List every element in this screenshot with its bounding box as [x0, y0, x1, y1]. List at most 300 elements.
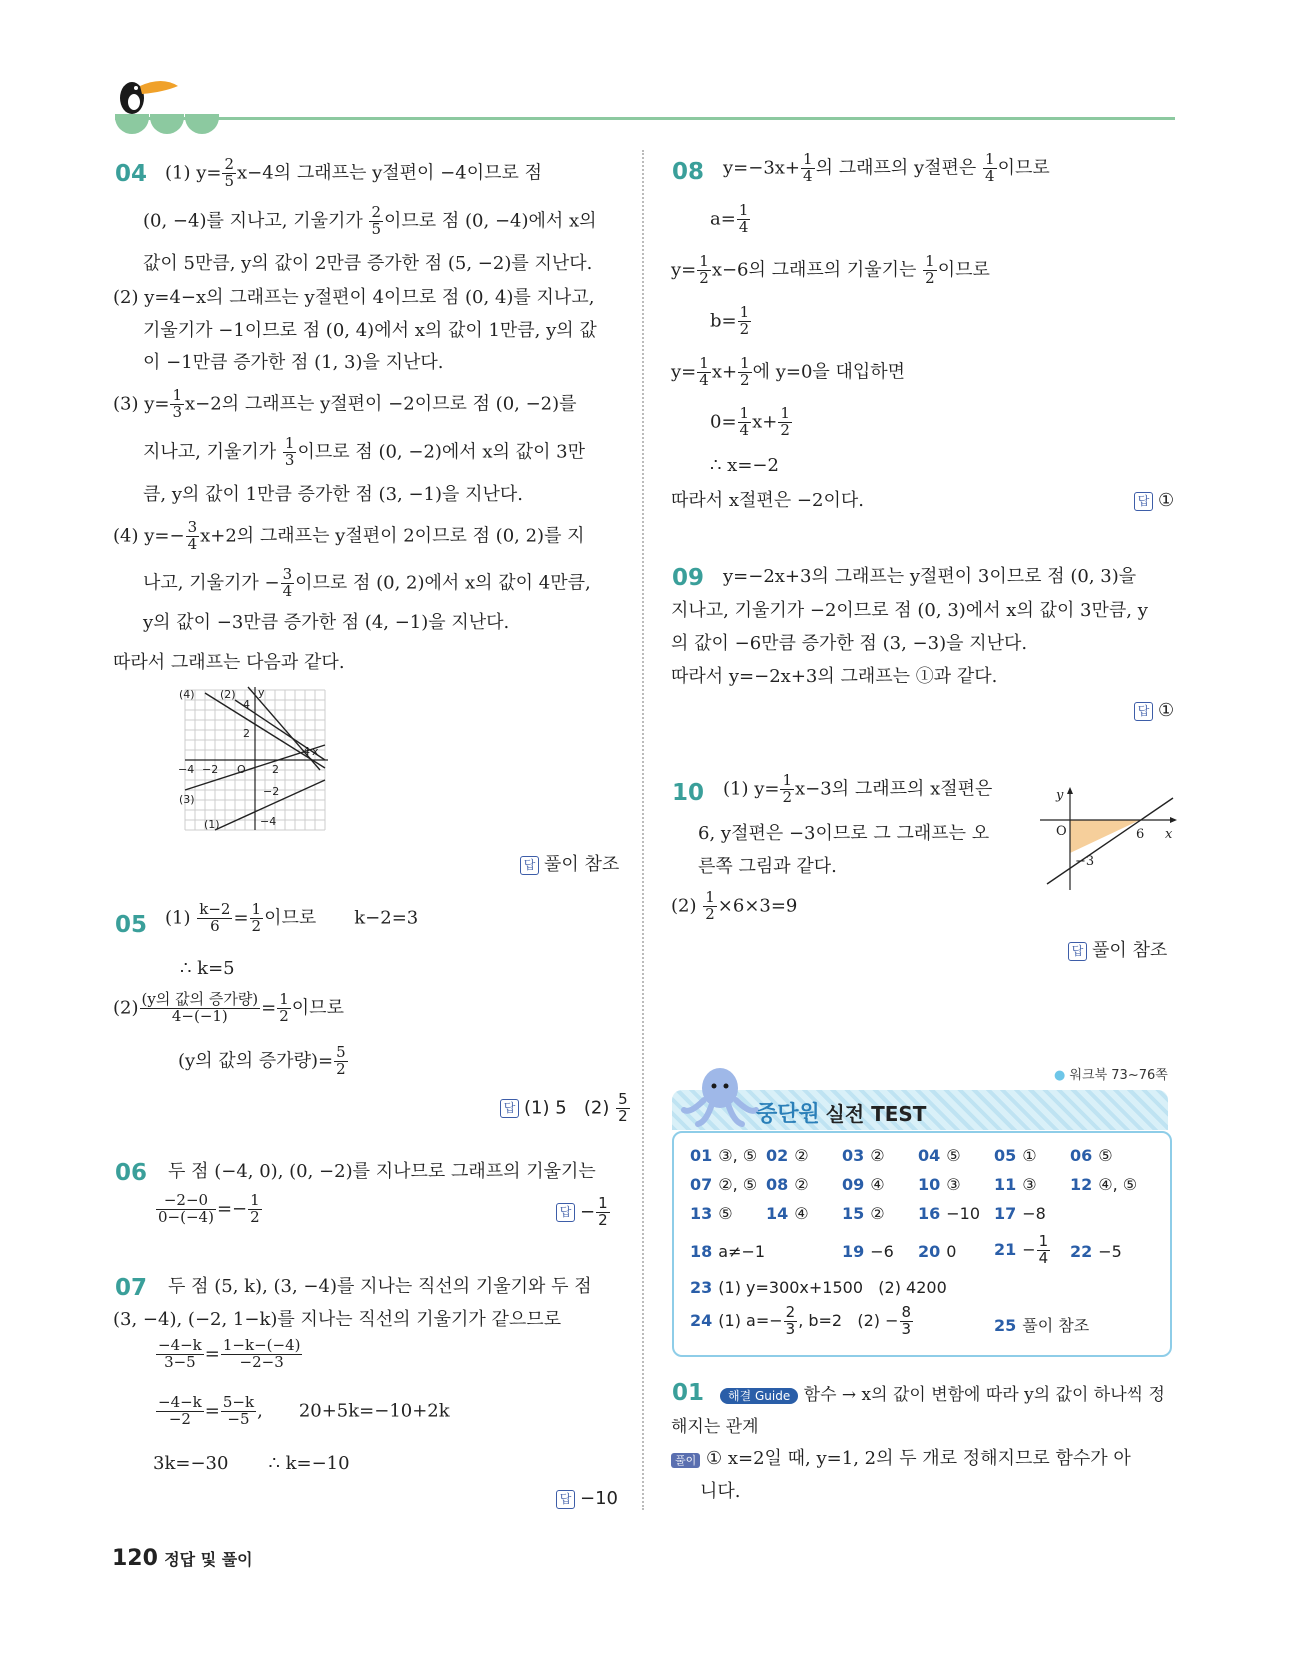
graph-label: x — [1165, 827, 1173, 842]
text-line: 큼, y의 값이 1만큼 증가한 점 (3, −1)을 지난다. — [143, 484, 524, 505]
fraction — [250, 902, 264, 935]
numerator: 5 — [336, 1043, 346, 1061]
numerator: 1 — [699, 354, 709, 372]
test-item — [918, 1204, 980, 1223]
test-item — [918, 1175, 961, 1194]
text-line — [671, 890, 797, 923]
denominator: −2 — [168, 1409, 191, 1428]
numerator: 1 — [803, 150, 813, 168]
item-answer: ②, ⑤ — [718, 1175, 758, 1194]
column-divider — [642, 150, 644, 1510]
fraction — [1037, 1234, 1051, 1267]
numerator: (y의 값의 증가량) — [141, 990, 259, 1008]
denominator: 5 — [224, 171, 235, 190]
text-line — [143, 205, 597, 238]
text-line — [710, 406, 793, 439]
text: a= — [710, 208, 736, 230]
toucan-icon — [112, 68, 182, 120]
fraction — [222, 157, 236, 190]
item-answer: ② — [794, 1146, 809, 1165]
item-answer: ⑤ — [718, 1204, 733, 1223]
numerator: 1 — [705, 888, 715, 906]
text: (2) — [671, 895, 697, 917]
denominator: 2 — [925, 268, 935, 287]
item-number: 15 — [842, 1204, 865, 1223]
fraction — [780, 773, 794, 806]
denominator: 6 — [210, 916, 220, 935]
test-item — [1070, 1146, 1113, 1165]
text: ×6×3=9 — [717, 895, 798, 917]
graph-label: 2 — [272, 763, 279, 776]
fraction — [140, 992, 261, 1025]
test-item — [994, 1234, 1051, 1267]
text-line: y의 값이 −3만큼 증가한 점 (4, −1)을 지난다. — [143, 612, 510, 633]
graph-label: −2 — [263, 785, 280, 798]
test-item — [690, 1146, 757, 1165]
graph-label: (1) — [204, 818, 220, 831]
item-number: 17 — [994, 1204, 1017, 1223]
problem-number: 09 — [672, 565, 705, 591]
graph-label: (3) — [179, 793, 195, 806]
text: 나고, 기울기가 − — [143, 572, 280, 594]
bullet: ● — [1054, 1068, 1066, 1083]
footer-title: 정답 및 풀이 — [164, 1550, 253, 1569]
test-item — [690, 1204, 733, 1223]
text: x−4의 그래프는 y절편이 −4이므로 점 — [237, 162, 542, 184]
header-rule — [115, 117, 1175, 120]
item-answer: (2) 4200 — [878, 1278, 947, 1297]
answer-icon: 답 — [1134, 492, 1153, 511]
fraction — [197, 902, 232, 935]
header-wave — [185, 114, 219, 134]
text-line: (3, −4), (−2, 1−k)를 지나는 직선의 기울기가 같으므로 — [113, 1309, 562, 1330]
text: (1) y= — [165, 162, 222, 184]
test-item — [1070, 1175, 1137, 1194]
problem-number: 04 — [115, 161, 148, 187]
test-heading — [756, 1097, 926, 1128]
graph-label: y — [258, 686, 265, 699]
text: x+2의 그래프는 y절편이 2이므로 점 (0, 2)를 지 — [200, 525, 585, 547]
item-number: 25 — [994, 1316, 1017, 1335]
text: x−3의 그래프의 x절편은 — [795, 778, 993, 800]
item-answer: ⑤ — [1098, 1146, 1113, 1165]
numerator: 1 — [740, 354, 750, 372]
item-answer: ④ — [794, 1204, 809, 1223]
numerator: 1−k−(−4) — [222, 1336, 301, 1354]
numerator: 1 — [739, 303, 750, 321]
answer-04 — [520, 850, 619, 876]
item-answer: ③ — [946, 1175, 961, 1194]
fraction — [283, 436, 297, 469]
text: (1) y= — [723, 778, 780, 800]
numerator: 1 — [739, 404, 750, 422]
problem-number: 08 — [672, 159, 705, 185]
test-item — [842, 1146, 885, 1165]
text-line — [153, 1453, 350, 1475]
text-line — [165, 157, 542, 190]
item-number: 16 — [918, 1204, 941, 1223]
fraction — [738, 406, 752, 439]
page-number: 120 — [112, 1546, 158, 1571]
answer-text: −10 — [580, 1488, 618, 1509]
item-number: 12 — [1070, 1175, 1093, 1194]
fraction — [737, 203, 751, 236]
item-answer: ④, ⑤ — [1098, 1175, 1138, 1194]
denominator: 2 — [618, 1106, 628, 1125]
item-answer: (1) a=− — [718, 1310, 783, 1330]
fraction — [186, 520, 200, 553]
denominator: 4 — [282, 581, 293, 600]
denominator: 2 — [782, 787, 793, 806]
item-number: 10 — [918, 1175, 941, 1194]
graph-label: 2 — [243, 727, 250, 740]
text-line: 두 점 (5, k), (3, −4)를 지나는 직선의 기울기와 두 점 — [168, 1276, 592, 1297]
text: 이므로 — [937, 259, 990, 281]
item-answer: 풀이 참조 — [1022, 1316, 1090, 1335]
text-line: 두 점 (−4, 0), (0, −2)를 지나므로 그래프의 기울기는 — [168, 1161, 596, 1182]
test-item — [766, 1175, 809, 1194]
text: 함수 → x의 값이 변함에 따라 y의 값이 하나씩 정 — [803, 1385, 1165, 1405]
text: (4) y=− — [113, 525, 185, 547]
item-number: 01 — [690, 1146, 713, 1165]
text: 에 y=0을 대입하면 — [752, 361, 906, 383]
problem-number: 07 — [115, 1275, 148, 1301]
item-answer: ② — [870, 1146, 885, 1165]
test-item — [918, 1146, 961, 1165]
text: = — [204, 1343, 220, 1365]
numerator: −4−k — [158, 1393, 202, 1411]
test-item — [994, 1313, 1089, 1336]
text-line — [143, 436, 585, 469]
item-answer: , b=2 — [798, 1310, 843, 1330]
solution-badge: 풀이 — [671, 1453, 700, 1468]
text: y=−3x+ — [723, 157, 801, 179]
answer-text: ① — [1158, 490, 1175, 511]
test-item — [690, 1278, 947, 1297]
denominator: 2 — [740, 370, 750, 389]
item-answer: ④ — [870, 1175, 885, 1194]
item-answer: − — [1022, 1239, 1036, 1259]
fraction — [248, 1193, 262, 1226]
graph-label: −4 — [178, 763, 195, 776]
guide-badge: 해결 Guide — [720, 1388, 798, 1404]
numerator: 2 — [785, 1303, 796, 1321]
text-line: 해지는 관계 — [671, 1417, 759, 1437]
fraction — [923, 254, 937, 287]
denominator: 3 — [172, 402, 183, 421]
denominator: 2 — [279, 1006, 289, 1025]
text-line — [155, 1193, 263, 1226]
text: y= — [671, 361, 697, 383]
item-answer: −6 — [870, 1242, 894, 1261]
numerator: 8 — [901, 1303, 912, 1321]
text-line — [155, 1338, 303, 1371]
denominator: 4 — [738, 217, 749, 236]
problem-number: 10 — [672, 780, 705, 806]
fraction — [369, 205, 383, 238]
fraction — [156, 1395, 204, 1428]
graph-label: 4 — [303, 745, 310, 758]
problem-number: 01 — [672, 1380, 705, 1406]
item-number: 04 — [918, 1146, 941, 1165]
fraction — [900, 1305, 914, 1338]
text-line — [143, 567, 591, 600]
text-line: 니다. — [700, 1481, 741, 1502]
text: ① x=2일 때, y=1, 2의 두 개로 정해지므로 함수가 아 — [706, 1448, 1131, 1469]
text: (0, −4)를 지나고, 기울기가 — [143, 210, 363, 232]
answer-icon: 답 — [1134, 702, 1153, 721]
fraction — [156, 1193, 216, 1226]
numerator: 1 — [738, 201, 749, 219]
test-title: 중단원 — [756, 1102, 820, 1127]
answer-text: − — [580, 1201, 596, 1223]
item-number: 11 — [994, 1175, 1017, 1194]
octopus-icon — [680, 1062, 760, 1132]
text-line — [710, 203, 751, 236]
text-line — [723, 773, 992, 806]
numerator: 1 — [279, 990, 289, 1008]
answer-06 — [556, 1196, 611, 1229]
numerator: 1 — [598, 1194, 608, 1212]
text: (y의 값의 증가량)= — [178, 1050, 334, 1072]
test-item — [690, 1242, 765, 1261]
text-line — [178, 1045, 349, 1078]
item-answer: −5 — [1098, 1242, 1122, 1261]
text: =− — [216, 1198, 248, 1220]
text: (1) — [165, 907, 191, 929]
item-answer: ① — [1022, 1146, 1037, 1165]
denominator: 2 — [251, 916, 262, 935]
text-line — [720, 1385, 1165, 1405]
item-answer: a≠−1 — [718, 1242, 766, 1261]
graph-label: (2) — [220, 688, 236, 701]
fraction — [281, 567, 295, 600]
item-answer: (2) − — [857, 1310, 899, 1330]
numerator: −2−0 — [156, 1193, 216, 1210]
fraction — [703, 890, 717, 923]
fraction — [156, 1338, 204, 1371]
item-answer: ⑤ — [946, 1146, 961, 1165]
text: b= — [710, 310, 737, 332]
graph-label: 6 — [1136, 827, 1145, 842]
text: 이므로 점 (0, −4)에서 x의 — [384, 210, 597, 232]
denominator: 4 — [1038, 1248, 1049, 1267]
text: x−2의 그래프는 y절편이 −2이므로 점 (0, −2)를 — [185, 393, 577, 415]
graph-label: 4 — [243, 698, 250, 711]
denominator: 4 — [699, 370, 709, 389]
item-number: 24 — [690, 1310, 713, 1330]
text-line: 6, y절편은 −3이므로 그 그래프는 오 — [698, 823, 990, 844]
denominator: 3 — [901, 1319, 912, 1338]
text-line: 따라서 그래프는 다음과 같다. — [113, 652, 345, 673]
denominator: 2 — [250, 1207, 260, 1226]
answer-icon: 답 — [520, 856, 539, 875]
answer-text: ① — [1158, 700, 1175, 721]
denominator: 0−(−4) — [158, 1207, 214, 1226]
text-line — [710, 305, 752, 338]
graph-label: y — [1056, 788, 1064, 803]
answer-icon: 답 — [500, 1099, 519, 1118]
answer-text: (2) — [583, 1097, 610, 1119]
text-line: 따라서 x절편은 −2이다. — [671, 490, 864, 511]
text-line: 른쪽 그림과 같다. — [698, 856, 837, 877]
item-number: 09 — [842, 1175, 865, 1194]
fraction — [334, 1045, 348, 1078]
text: (2) — [113, 997, 139, 1019]
graph-label: x — [312, 745, 319, 758]
numerator: 2 — [224, 155, 235, 173]
test-item — [766, 1146, 809, 1165]
answer-09 — [1134, 700, 1174, 721]
numerator: 1 — [782, 771, 793, 789]
fraction — [801, 152, 815, 185]
denominator: 2 — [699, 268, 709, 287]
text: 의 그래프의 y절편은 — [815, 157, 977, 179]
text-line — [155, 1395, 450, 1428]
answer-text: 풀이 참조 — [1092, 940, 1168, 961]
test-item — [994, 1175, 1037, 1194]
text: 이므로 점 (0, −2)에서 x의 값이 3만 — [297, 441, 586, 463]
text: (3) y= — [113, 393, 170, 415]
test-item — [994, 1204, 1046, 1223]
item-number: 13 — [690, 1204, 713, 1223]
test-item — [842, 1204, 885, 1223]
item-number: 05 — [994, 1146, 1017, 1165]
text: x+ — [711, 361, 738, 383]
text-line: 지나고, 기울기가 −2이므로 점 (0, 3)에서 x의 값이 3만큼, y — [671, 600, 1148, 621]
fraction — [983, 152, 997, 185]
text: = — [204, 1400, 220, 1422]
denominator: 2 — [336, 1059, 346, 1078]
item-number: 14 — [766, 1204, 789, 1223]
fraction — [738, 305, 752, 338]
test-item — [690, 1175, 757, 1194]
item-answer: −8 — [1022, 1204, 1046, 1223]
text-line — [723, 152, 1050, 185]
item-answer: −10 — [946, 1204, 981, 1223]
text-line: 의 값이 −6만큼 증가한 점 (3, −3)을 지난다. — [671, 633, 1028, 654]
text-line — [671, 254, 990, 287]
text: 이므로 — [264, 907, 317, 929]
graph-04 — [180, 685, 330, 835]
denominator: 3 — [284, 450, 295, 469]
text: 이므로 — [997, 157, 1050, 179]
denominator: −2−3 — [239, 1352, 284, 1371]
numerator: 1 — [925, 252, 935, 270]
fraction — [697, 356, 711, 389]
text: 지나고, 기울기가 — [143, 441, 277, 463]
fraction — [170, 388, 184, 421]
test-subtitle: 실전 TEST — [825, 1102, 927, 1126]
test-item — [1070, 1242, 1122, 1261]
text-line — [165, 902, 418, 935]
fraction — [596, 1196, 610, 1229]
workbook-reference — [1054, 1064, 1168, 1083]
fraction — [277, 992, 291, 1025]
test-item — [842, 1175, 885, 1194]
text-line: 기울기가 −1이므로 점 (0, 4)에서 x의 값이 1만큼, y의 값 — [143, 320, 597, 341]
graph-10 — [1035, 785, 1180, 895]
text: x+ — [752, 411, 778, 433]
text-line: ∴ x=−2 — [710, 455, 779, 476]
denominator: 4 — [803, 166, 813, 185]
graph-label: −2 — [202, 763, 219, 776]
numerator: 1 — [251, 900, 262, 918]
answer-icon: 답 — [556, 1490, 575, 1509]
answer-07 — [556, 1488, 618, 1509]
text-line: 이 −1만큼 증가한 점 (1, 3)을 지난다. — [143, 352, 444, 373]
test-item — [766, 1204, 809, 1223]
test-item — [994, 1146, 1037, 1165]
text-line: 값이 5만큼, y의 값이 2만큼 증가한 점 (5, −2)를 지난다. — [143, 253, 593, 274]
answer-text: (1) 5 — [524, 1097, 567, 1119]
item-number: 23 — [690, 1278, 713, 1297]
text-line — [113, 388, 577, 421]
denominator: 3−5 — [164, 1352, 196, 1371]
numerator: 1 — [780, 404, 790, 422]
text: 이므로 — [291, 997, 344, 1019]
page-footer — [112, 1546, 253, 1571]
numerator: 1 — [985, 150, 995, 168]
text-line — [113, 992, 344, 1025]
test-item — [690, 1305, 914, 1338]
item-number: 20 — [918, 1242, 941, 1261]
numerator: −4−k — [158, 1336, 202, 1354]
answer-icon: 답 — [556, 1203, 575, 1222]
denominator: 5 — [371, 219, 382, 238]
graph-label: O — [237, 763, 246, 776]
item-number: 06 — [1070, 1146, 1093, 1165]
item-number: 22 — [1070, 1242, 1093, 1261]
denominator: 4 — [187, 534, 198, 553]
item-number: 19 — [842, 1242, 865, 1261]
numerator: 1 — [250, 1191, 260, 1209]
item-number: 21 — [994, 1239, 1017, 1259]
denominator: 2 — [705, 904, 715, 923]
text: , — [257, 1400, 263, 1422]
numerator: 3 — [282, 565, 293, 583]
graph-label: −4 — [260, 815, 277, 828]
text: y= — [671, 259, 697, 281]
graph-label: O — [1056, 824, 1067, 839]
denominator: 3 — [785, 1319, 796, 1338]
denominator: 4 — [985, 166, 995, 185]
fraction — [221, 1338, 303, 1371]
answer-text: 풀이 참조 — [544, 854, 620, 875]
text: 이므로 점 (0, 2)에서 x의 값이 4만큼, — [295, 572, 591, 594]
numerator: k−2 — [199, 900, 231, 918]
item-answer: 0 — [946, 1242, 957, 1261]
test-item — [918, 1242, 956, 1261]
header-wave — [150, 114, 184, 134]
text-line — [113, 520, 585, 553]
text-line: 따라서 y=−2x+3의 그래프는 ①과 같다. — [671, 666, 998, 687]
item-number: 08 — [766, 1175, 789, 1194]
numerator: 5 — [618, 1090, 628, 1108]
fraction — [616, 1092, 630, 1125]
text-line — [671, 1448, 1131, 1470]
denominator: 2 — [739, 319, 750, 338]
graph-label: −3 — [1075, 854, 1095, 869]
item-answer: ② — [794, 1175, 809, 1194]
item-answer: ③ — [1022, 1175, 1037, 1194]
text: ∴ k=−10 — [268, 1453, 350, 1474]
answer-08 — [1134, 490, 1174, 511]
denominator: 2 — [780, 420, 790, 439]
fraction — [784, 1305, 798, 1338]
numerator: 1 — [284, 434, 295, 452]
text: = — [233, 907, 249, 929]
